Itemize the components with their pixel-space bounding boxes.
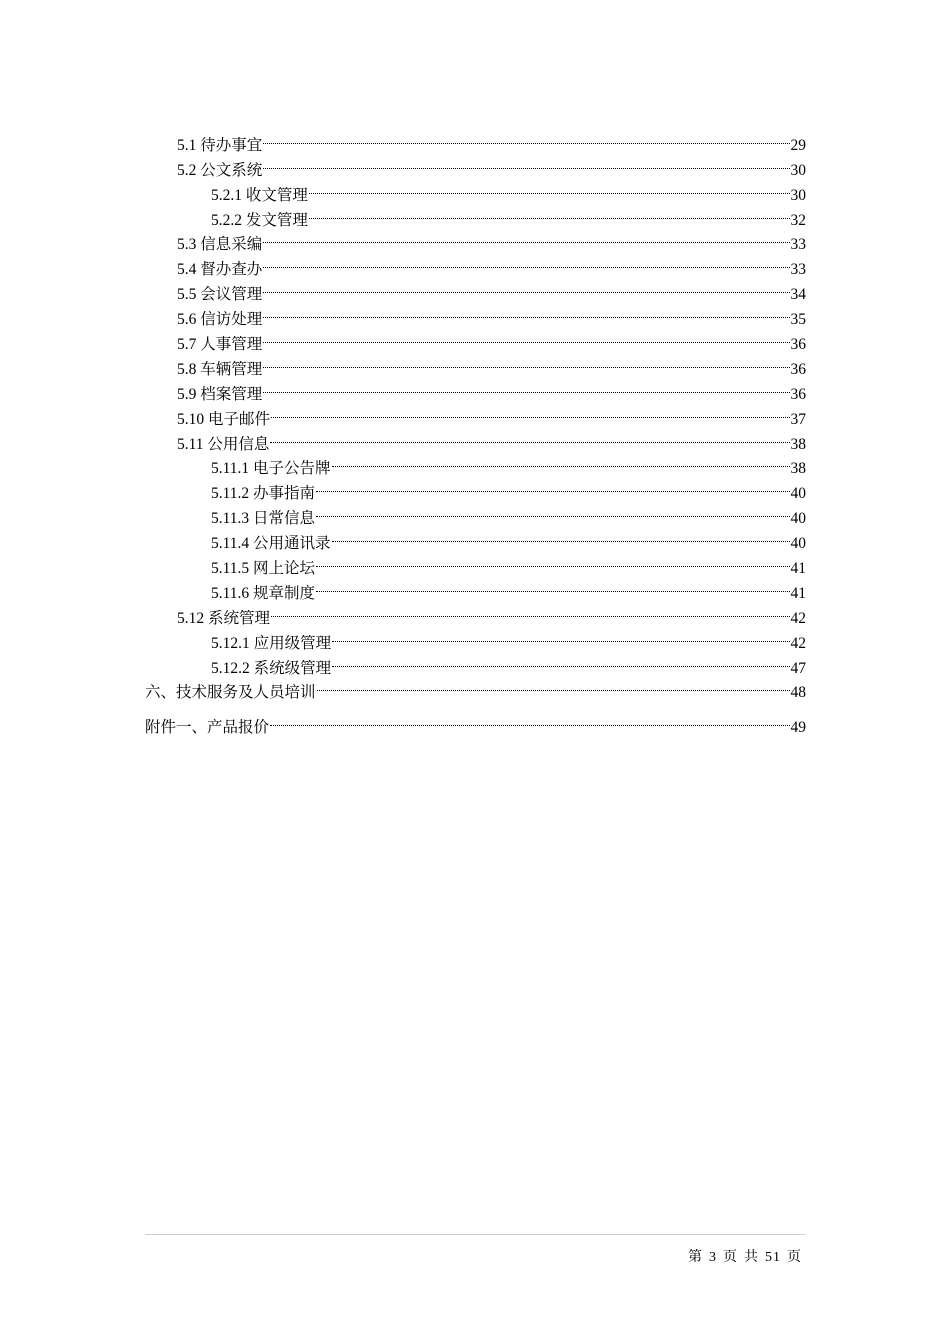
toc-dot-leader	[332, 523, 790, 548]
toc-entry[interactable]	[0, 424, 806, 453]
toc-entry-page-number: 35	[790, 311, 806, 329]
toc-entry-label: 5.2.1 收文管理	[211, 186, 308, 204]
toc-entry-page-number: 36	[790, 336, 806, 354]
toc-entry-page-number: 30	[790, 186, 806, 204]
toc-entry-page-number: 33	[790, 261, 806, 279]
toc-dot-leader	[270, 707, 789, 732]
toc-entry-label: 5.8 车辆管理	[177, 360, 263, 378]
toc-entry-page-number: 41	[790, 584, 806, 602]
toc-entry[interactable]	[0, 249, 806, 279]
toc-dot-leader	[270, 424, 789, 449]
toc-entry[interactable]	[0, 449, 806, 478]
footer-prefix: 第	[688, 1250, 703, 1265]
toc-dot-leader	[271, 399, 789, 424]
toc-dot-leader	[316, 473, 789, 498]
toc-entry-label: 5.11.2 办事指南	[211, 485, 316, 503]
toc-entry-label: 5.7 人事管理	[177, 336, 263, 354]
toc-entry-page-number: 29	[790, 136, 806, 154]
toc-entry-label: 5.11.1 电子公告牌	[211, 460, 331, 478]
toc-dot-leader	[271, 598, 789, 623]
toc-entry-page-number: 47	[790, 659, 806, 677]
toc-entry-label: 5.9 档案管理	[177, 385, 263, 403]
toc-entry[interactable]	[0, 523, 806, 553]
toc-entry-label: 5.12 系统管理	[177, 609, 271, 627]
toc-entry-label: 5.4 督办查办	[177, 261, 263, 279]
toc-entry-label: 附件一、产品报价	[145, 719, 270, 737]
toc-dot-leader	[332, 648, 789, 673]
toc-entry-page-number: 41	[790, 560, 806, 578]
toc-entry-label: 5.11.3 日常信息	[211, 510, 316, 528]
toc-entry[interactable]	[0, 374, 806, 403]
toc-entry-label: 5.2.2 发文管理	[211, 211, 308, 229]
toc-entry-label: 5.5 会议管理	[177, 286, 263, 304]
toc-entry-page-number: 40	[790, 535, 806, 553]
toc-entry-page-number: 48	[790, 684, 806, 702]
toc-entry-label: 5.3 信息采编	[177, 236, 263, 254]
toc-entry[interactable]	[0, 299, 806, 329]
toc-dot-leader	[263, 225, 789, 250]
toc-dot-leader	[263, 374, 789, 399]
toc-entry-page-number: 32	[790, 211, 806, 229]
toc-entry-page-number: 40	[790, 485, 806, 503]
toc-entry[interactable]	[0, 349, 806, 378]
toc-entry[interactable]	[0, 473, 806, 503]
toc-dot-leader	[263, 249, 789, 274]
toc-dot-leader	[263, 349, 789, 374]
toc-entry[interactable]	[0, 274, 806, 304]
toc-entry[interactable]	[0, 150, 806, 179]
toc-entry-label: 5.1 待办事宜	[177, 136, 263, 154]
toc-entry[interactable]	[0, 399, 806, 428]
footer-suffix: 页	[787, 1250, 802, 1265]
toc-dot-leader	[317, 673, 790, 698]
toc-dot-leader	[316, 498, 789, 523]
table-of-contents	[0, 125, 950, 737]
toc-entry-label: 5.12.1 应用级管理	[211, 634, 332, 652]
toc-entry-page-number: 38	[790, 460, 806, 478]
toc-entry-page-number: 36	[790, 360, 806, 378]
footer-page-word: 页	[723, 1250, 738, 1265]
toc-dot-leader	[309, 200, 790, 225]
toc-entry-label: 5.11.5 网上论坛	[211, 560, 316, 578]
toc-dot-leader	[316, 573, 789, 598]
toc-dot-leader	[309, 175, 790, 200]
toc-entry[interactable]	[0, 225, 806, 254]
toc-entry-label: 5.11.6 规章制度	[211, 584, 316, 602]
toc-entry-page-number: 42	[790, 634, 806, 652]
footer-current-page: 3	[709, 1250, 717, 1265]
toc-dot-leader	[263, 324, 789, 349]
toc-entry[interactable]	[0, 324, 806, 354]
toc-entry-page-number: 36	[790, 385, 806, 403]
toc-dot-leader	[263, 150, 789, 175]
toc-entry-page-number: 37	[790, 410, 806, 428]
toc-entry[interactable]	[0, 673, 806, 702]
toc-dot-leader	[332, 449, 790, 474]
toc-entry-label: 5.2 公文系统	[177, 161, 263, 179]
toc-entry[interactable]	[0, 623, 806, 652]
toc-entry-label: 5.6 信访处理	[177, 311, 263, 329]
toc-dot-leader	[263, 299, 789, 324]
toc-entry[interactable]	[0, 200, 806, 229]
toc-entry[interactable]	[0, 573, 806, 602]
toc-entry-label: 5.12.2 系统级管理	[211, 659, 332, 677]
toc-entry-label: 六、技术服务及人员培训	[145, 684, 316, 702]
toc-dot-leader	[263, 125, 789, 150]
toc-dot-leader	[263, 274, 789, 299]
toc-entry-page-number: 40	[790, 510, 806, 528]
toc-entry-label: 5.11.4 公用通讯录	[211, 535, 331, 553]
toc-entry[interactable]	[0, 648, 806, 677]
toc-entry-label: 5.10 电子邮件	[177, 410, 271, 428]
toc-entry[interactable]	[0, 498, 806, 528]
toc-entry-page-number: 42	[790, 609, 806, 627]
footer-total-pages: 51	[765, 1250, 781, 1265]
toc-entry-page-number: 49	[790, 719, 806, 737]
toc-dot-leader	[316, 548, 789, 573]
toc-entry-page-number: 34	[790, 286, 806, 304]
toc-dot-leader	[332, 623, 789, 648]
toc-entry-page-number: 30	[790, 161, 806, 179]
page-footer	[685, 1246, 805, 1266]
toc-entry[interactable]	[0, 707, 806, 737]
toc-entry[interactable]	[0, 175, 806, 204]
footer-total-word: 共	[744, 1250, 759, 1265]
toc-list	[0, 125, 806, 737]
footer-divider	[145, 1234, 805, 1235]
toc-entry-page-number: 38	[790, 435, 806, 453]
toc-entry[interactable]	[0, 548, 806, 578]
toc-entry-label: 5.11 公用信息	[177, 435, 270, 453]
toc-entry-page-number: 33	[790, 236, 806, 254]
toc-entry[interactable]	[0, 598, 806, 627]
toc-entry[interactable]	[0, 125, 806, 154]
